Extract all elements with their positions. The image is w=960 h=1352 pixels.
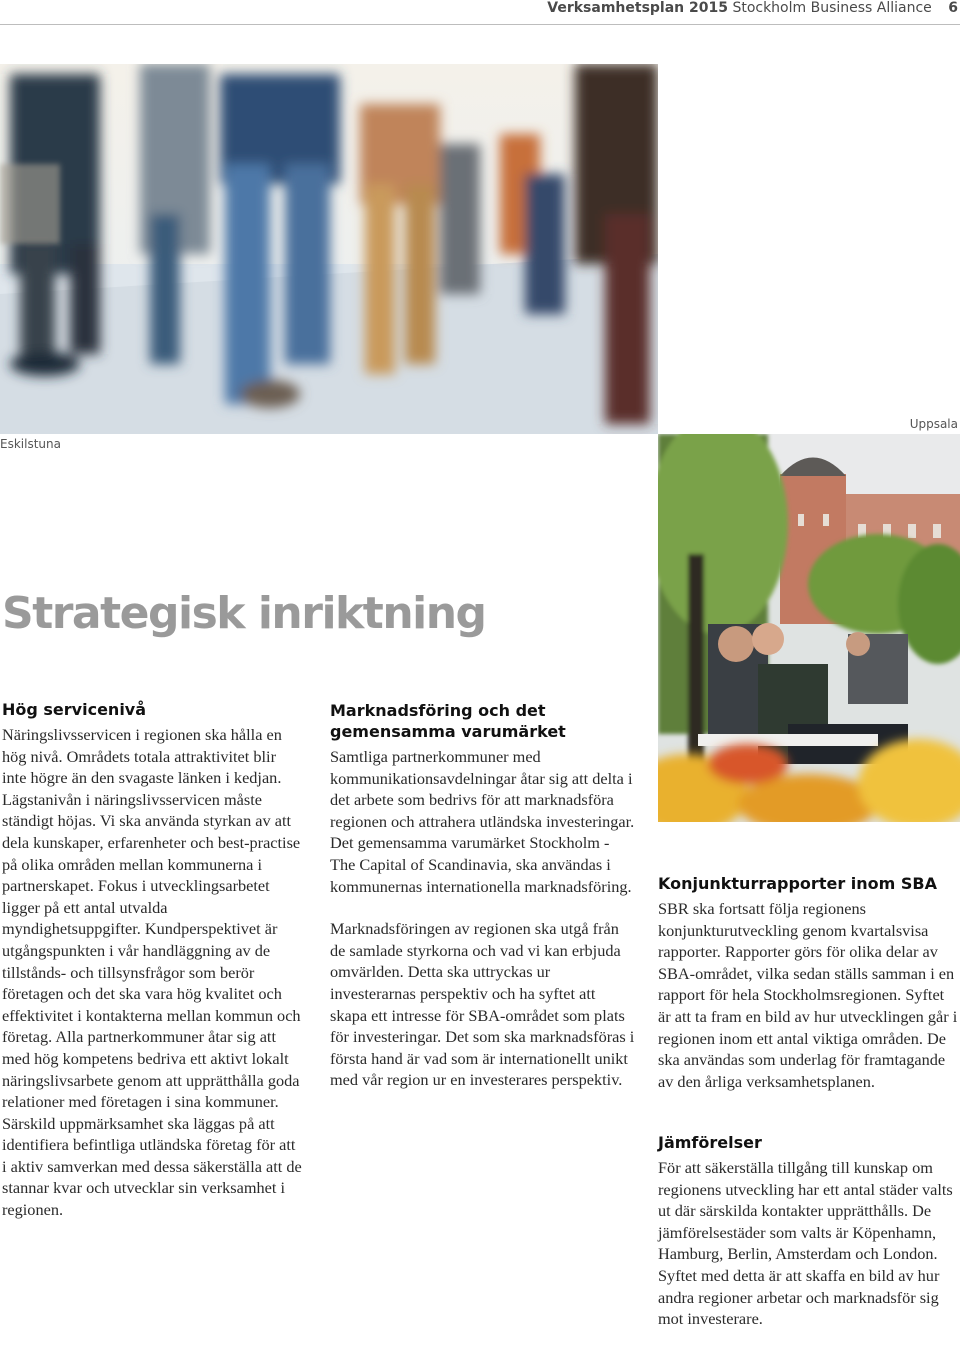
section-heading: Jämförelser bbox=[658, 1133, 762, 1152]
section-heading: Konjunkturrapporter inom SBA bbox=[658, 874, 937, 893]
caption-uppsala: Uppsala bbox=[909, 417, 958, 431]
document-title: Verksamhetsplan 2015 bbox=[547, 0, 728, 16]
section-heading: Marknadsföring och det gemensamma varumärket bbox=[330, 701, 566, 741]
page-title: Strategisk inriktning bbox=[2, 588, 486, 639]
caption-eskilstuna: Eskilstuna bbox=[0, 437, 61, 451]
organization-name: Stockholm Business Alliance bbox=[732, 0, 932, 16]
uppsala-photo bbox=[658, 434, 960, 822]
section-paragraph: Samtliga partnerkommuner med kommunikationsavdelningar åtar sig att delta i det arbete som bedrivs för att marknadsföra regionen och attrahera utländska investeringar. Det gemensamma varumärket Stockholm - The Capital of Scandinavia, ska användas i kommunernas internationella marknadsföring. bbox=[330, 747, 635, 896]
eskilstuna-photo bbox=[0, 64, 658, 434]
section-comparisons bbox=[658, 1132, 958, 1330]
page-number: 6 bbox=[948, 0, 958, 16]
section-heading: Hög servicenivå bbox=[2, 700, 147, 719]
section-paragraph: Marknadsföringen av regionen ska utgå från de samlade styrkorna och vad vi kan erbjuda omvärlden. Detta ska uttryckas ur investerarnas perspektiv och ha syftet att skapa ett intresse för SBA-området som plats för investeringar. Det som ska marknadsföras i första hand är vad som är internationellt unikt med vår region ur en investerares perspektiv. bbox=[330, 919, 635, 1090]
section-paragraph: Näringslivsservicen i regionen ska hålla en hög nivå. Områdets totala attraktivitet blir inte högre än den svagaste länken i kedjan. Lägstanivån i näringslivsservicen måste ständigt höjas. Vi ska använda styrkan av att dela kunskaper, erfarenheter och best-practise på olika områden mellan kommunerna i partnerskapet. Fokus i utvecklingsarbetet ligger på ett antal utvalda myndighetsuppgifter. Kundperspektivet är utgångspunkten i vår handläggning av de tillstånds- och tillsynsfrågor som berör företagen och det ska vara hög kvalitet och effektivitet i kontakterna mellan kommun och företag. Alla partnerkommuner åtar sig att med hög kompetens bedriva ett aktivt lokalt näringslivsarbete genom att upprätthålla goda relationer med företagen i sina kommuner. Särskild uppmärksamhet ska läggas på att identifiera befintliga utländska företag för att i aktiv samverkan med dessa säkerställa att de stannar kvar och utvecklar sin verksamhet i regionen. bbox=[2, 725, 302, 1220]
section-paragraph: För att säkerställa tillgång till kunskap om regionens utveckling har ett antal städer valts ut där särskilda kontakter upprätthålls. De jämförelsestäder som valts är Köpenhamn, Hamburg, Berlin, Amsterdam och London. Syftet med detta är att skaffa en bild av hur andra regioner arbetar och marknadsför sig mot investerare. bbox=[658, 1158, 953, 1329]
page-header bbox=[0, 0, 960, 22]
section-high-service-level bbox=[2, 699, 302, 1221]
header-divider bbox=[0, 24, 960, 25]
section-economic-reports bbox=[658, 873, 958, 1092]
section-marketing bbox=[330, 700, 635, 1091]
section-paragraph: SBR ska fortsatt följa regionens konjunkturutveckling genom kvartalsvisa rapporter. Rapporter görs för olika delar av SBA-området, vilka sedan ställs samman i en rapport för hela Stockholmsregionen. Syftet är att ta fram en bild av hur utvecklingen går i regionen inom ett antal viktiga områden. De ska användas som underlag för framtagande av den årliga verksamhetsplanen. bbox=[658, 899, 958, 1091]
